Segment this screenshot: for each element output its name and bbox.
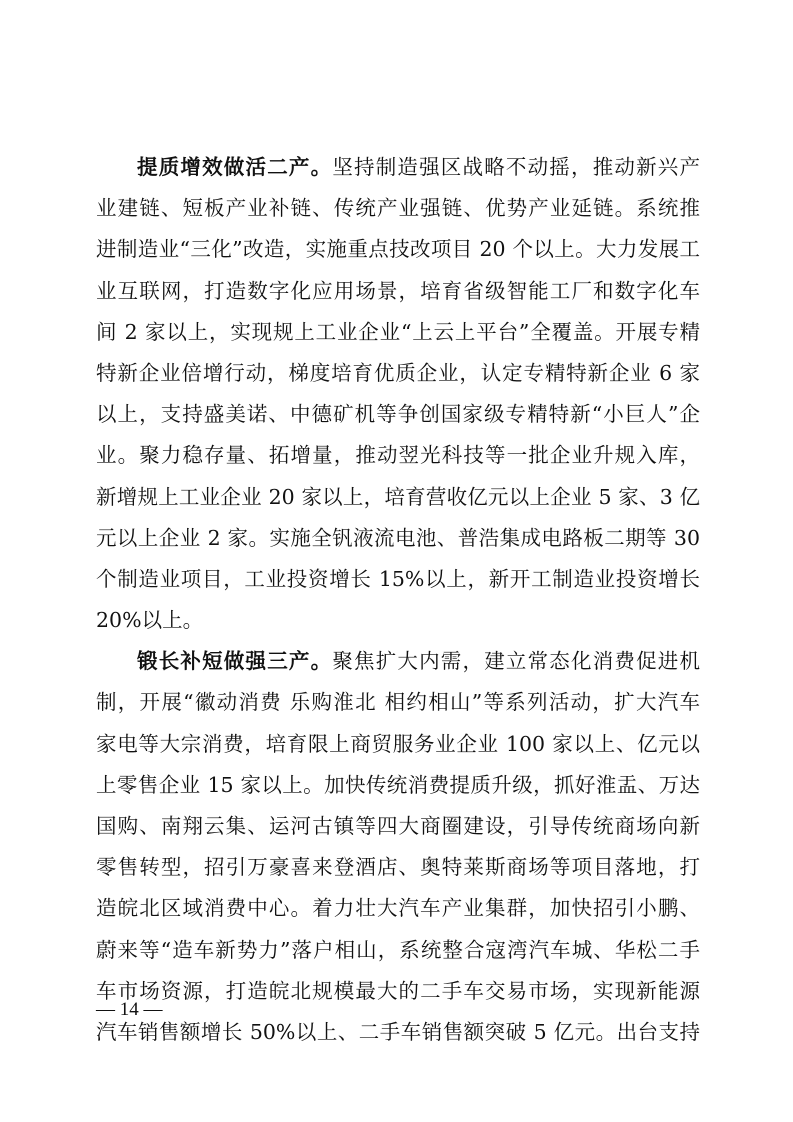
paragraph-2-text: 聚焦扩大内需，建立常态化消费促进机 (332, 649, 700, 674)
paragraph-2-line-2: 制，开展“徽动消费 乐购淮北 相约相山”等系列活动，扩大汽车 (96, 690, 700, 715)
paragraph-1-line-2: 业建链、短板产业补链、传统产业强链、优势产业延链。系统推 (96, 196, 700, 221)
paragraph-2-line-10: 汽车销售额增长 50%以上、二手车销售额突破 5 亿元。出台支持 (96, 1019, 700, 1044)
paragraph-1-line-1 (96, 147, 700, 188)
paragraph-2-line-8: 蔚来等“造车新势力”落户相山，系统整合寇湾汽车城、华松二手 (96, 937, 700, 962)
paragraph-2-line-3: 家电等大宗消费，培育限上商贸服务业企业 100 家以上、亿元以 (96, 731, 700, 756)
paragraph-1-line-12: 20%以上。 (96, 608, 204, 633)
paragraph-1-line-9: 新增规上工业企业 20 家以上，培育营收亿元以上企业 5 家、3 亿 (96, 484, 700, 509)
paragraph-2-line-6: 零售转型，招引万豪喜来登酒店、奥特莱斯商场等项目落地，打 (96, 855, 700, 880)
paragraph-2-line-4: 上零售企业 15 家以上。加快传统消费提质升级，抓好淮盂、万达 (96, 772, 700, 797)
paragraph-2-line-5: 国购、南翔云集、运河古镇等四大商圈建设，引导传统商场向新 (96, 814, 700, 838)
paragraph-2-heading: 锻长补短做强三产。 (137, 649, 333, 674)
page-number: — 14 — (96, 999, 163, 1020)
paragraph-1-line-5: 间 2 家以上，实现规上工业企业“上云上平台”全覆盖。开展专精 (96, 319, 700, 344)
paragraph-1-line-8: 业。聚力稳存量、拓增量，推动翌光科技等一批企业升规入库， (96, 443, 700, 468)
paragraph-1-heading: 提质增效做活二产。 (137, 155, 333, 179)
paragraph-1-line-4: 业互联网，打造数字化应用场景，培育省级智能工厂和数字化车 (96, 278, 700, 303)
paragraph-2-line-9: 车市场资源，打造皖北规模最大的二手车交易市场，实现新能源 (96, 978, 700, 1003)
paragraph-1-line-6: 特新企业倍增行动，梯度培育优质企业，认定专精特新企业 6 家 (96, 360, 700, 385)
paragraph-1-line-3: 进制造业“三化”改造，实施重点技改项目 20 个以上。大力发展工 (96, 237, 700, 262)
paragraph-2-line-7: 造皖北区域消费中心。着力壮大汽车产业集群，加快招引小鹏、 (96, 896, 700, 921)
paragraph-1-text: 坚持制造强区战略不动摇，推动新兴产 (332, 155, 700, 179)
paragraph-2-line-1 (96, 641, 700, 682)
paragraph-1-line-11: 个制造业项目，工业投资增长 15%以上，新开工制造业投资增长 (96, 566, 700, 591)
paragraph-1-line-10: 元以上企业 2 家。实施全钒液流电池、普浩集成电路板二期等 30 (96, 525, 700, 550)
paragraph-1-line-7: 以上，支持盛美诺、中德矿机等争创国家级专精特新“小巨人”企 (96, 402, 700, 427)
body-text (96, 147, 700, 1053)
